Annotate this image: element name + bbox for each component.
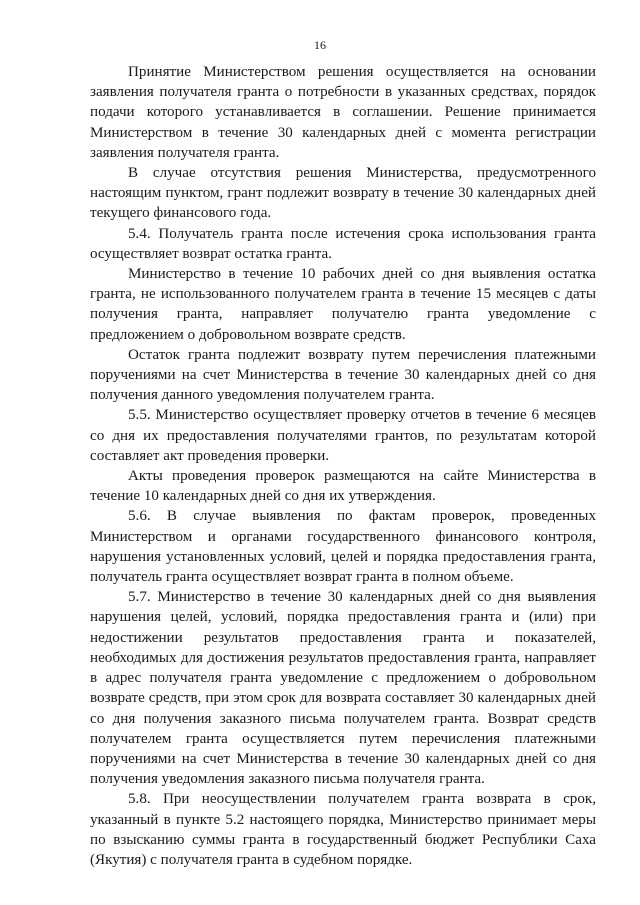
page-number: 16 <box>314 38 326 52</box>
paragraph-5-8: 5.8. При неосуществлении получателем гранта возврата в срок, указанный в пункте 5.2 настоящего порядка, Министерство принимает меры по взысканию суммы гранта в государственный бюджет Республики Саха (Якутия) с получателя гранта в судебном порядке. <box>90 791 596 868</box>
document-body <box>90 62 596 870</box>
paragraph-5-6: 5.6. В случае выявления по фактам проверок, проведенных Министерством и органами государственного финансового контроля, нарушения установленных условий, целей и порядка предоставления гранта, получатель гранта осуществляет возврат гранта в полном объеме. <box>90 508 596 586</box>
paragraph-5-4: 5.4. Получатель гранта после истечения срока использования гранта осуществляет возврат остатка гранта. <box>90 225 596 262</box>
paragraph-decision-procedure: Принятие Министерством решения осуществляется на основании заявления получателя гранта о потребности в указанных средствах, порядок подачи которого устанавливается в соглашении. Решение принимается Министерством в течение 30 календарных дней с момента регистрации заявления получателя гранта. <box>90 64 596 161</box>
paragraph-no-decision-return: В случае отсутствия решения Министерства, предусмотренного настоящим пунктом, грант подлежит возврату в течение 30 календарных дней текущего финансового года. <box>90 165 596 222</box>
paragraph-5-7: 5.7. Министерство в течение 30 календарных дней со дня выявления нарушения целей, условий, порядка предоставления гранта и (или) при недостижении результатов предоставления гранта и показателей, необходимых для достижения результатов предоставления гранта, направляет в адрес получателя гранта уведомление с предложением о добровольном возврате средств, при этом срок для возврата составляет 30 календарных дней со дня получения заказного письма получателем гранта. Возврат средств получателем гранта осуществляется путем перечисления платежными поручениями на счет Министерства в течение 30 календарных дней со дня получения уведомления заказного письма получателя гранта. <box>90 589 596 788</box>
paragraph-remainder-return: Остаток гранта подлежит возврату путем перечисления платежными поручениями на счет Министерства в течение 30 календарных дней со дня получения данного уведомления получателем гранта. <box>90 346 596 404</box>
paragraph-remainder-notice: Министерство в течение 10 рабочих дней со дня выявления остатка гранта, не использованного получателем гранта в течение 15 месяцев с даты получения гранта, направляет получателю гранта уведомление с предложением о добровольном возврате средств. <box>90 266 596 343</box>
paragraph-5-5: 5.5. Министерство осуществляет проверку отчетов в течение 6 месяцев со дня их предоставления получателями грантов, по результатам которой составляет акт проведения проверки. <box>90 407 596 464</box>
paragraph-acts-publication: Акты проведения проверок размещаются на сайте Министерства в течение 10 календарных дней со дня их утверждения. <box>90 468 596 505</box>
